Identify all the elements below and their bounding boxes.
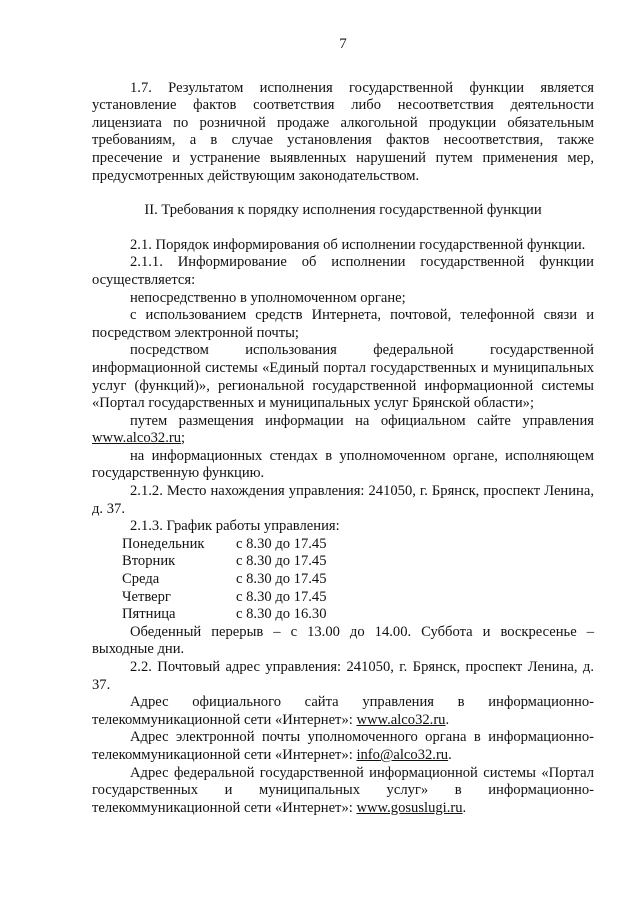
schedule-table <box>122 536 327 624</box>
paragraph-2-1-3: 2.1.3. График работы управления: <box>130 518 340 535</box>
list-item-portal: посредством использования федеральной государственной информационной системы «Единый портал государственных и муниципальных услуг (функций)», региональной государственной информационной системы «Портал государственных и муниципальных услуг Брянской области»; <box>92 342 594 412</box>
federal-portal-text: Адрес федеральной государственной информационной системы «Портал государственных и муниципальных услуг» в информационно-телекоммуникационной сети «Интернет»: <box>92 764 594 816</box>
schedule-day: Понедельник <box>122 535 205 552</box>
email-address <box>92 729 594 764</box>
schedule-hours: с 8.30 до 17.45 <box>236 553 327 570</box>
list-item-stands: на информационных стендах в уполномоченном органе, исполняющем государственную функцию. <box>92 447 594 482</box>
schedule-row <box>122 589 327 607</box>
federal-portal-address <box>92 765 594 818</box>
paragraph-2-2: 2.2. Почтовый адрес управления: 241050, г. Брянск, проспект Ленина, д. 37. <box>92 659 594 693</box>
federal-portal-punct: . <box>462 799 467 816</box>
schedule-row <box>122 553 327 571</box>
schedule-day: Вторник <box>122 553 176 570</box>
website-link[interactable]: www.alco32.ru <box>92 430 182 447</box>
website-text: путем размещения информации на официальном сайте управления <box>130 412 594 429</box>
schedule-hours: с 8.30 до 17.45 <box>236 571 327 588</box>
website-punct: ; <box>181 430 186 447</box>
site-address-text: Адрес официального сайта управления в информационно-телекоммуникационной сети «Интернет»: <box>92 694 594 728</box>
site-address-punct: . <box>445 711 450 728</box>
paragraph-1-7: 1.7. Результатом исполнения государственной функции является установление фактов соответствия либо несоответствия деятельности лицензиата по розничной продаже алкогольной продукции обязательным требованиям, а в случае установления фактов несоответствия, также пресечение и устранение выявленных нарушений путем применения мер, предусмотренных действующим законодательством. <box>92 79 594 184</box>
email-link[interactable]: info@alco32.ru <box>356 746 449 763</box>
list-item-website <box>92 413 594 448</box>
schedule-day: Пятница <box>122 606 176 623</box>
page-number: 7 <box>339 36 347 52</box>
lunch-break: Обеденный перерыв – с 13.00 до 14.00. Суббота и воскресенье – выходные дни. <box>92 623 594 658</box>
federal-portal-link[interactable]: www.gosuslugi.ru <box>356 799 463 816</box>
schedule-day: Четверг <box>122 588 171 605</box>
paragraph-2-1-2: 2.1.2. Место нахождения управления: 241050, г. Брянск, проспект Ленина, д. 37. <box>92 483 594 517</box>
schedule-row <box>122 536 327 554</box>
schedule-row <box>122 606 327 624</box>
list-item-directly: непосредственно в уполномоченном органе; <box>130 289 406 306</box>
schedule-row <box>122 571 327 589</box>
site-address-link[interactable]: www.alco32.ru <box>356 711 446 728</box>
section-2-heading: II. Требования к порядку исполнения государственной функции <box>144 202 542 219</box>
schedule-hours: с 8.30 до 16.30 <box>236 606 327 623</box>
schedule-day: Среда <box>122 571 160 588</box>
paragraph-2-1-1: 2.1.1. Информирование об исполнении государственной функции осуществляется: <box>92 254 594 288</box>
list-item-internet: с использованием средств Интернета, почтовой, телефонной связи и посредством электронной почты; <box>92 307 594 341</box>
email-punct: . <box>448 746 452 763</box>
schedule-hours: с 8.30 до 17.45 <box>236 588 327 605</box>
site-address <box>92 694 594 729</box>
paragraph-2-1: 2.1. Порядок информирования об исполнении государственной функции. <box>130 236 586 253</box>
schedule-hours: с 8.30 до 17.45 <box>236 535 327 552</box>
email-text: Адрес электронной почты уполномоченного органа в информационно-телекоммуникационной сети «Интернет»: <box>92 729 594 763</box>
